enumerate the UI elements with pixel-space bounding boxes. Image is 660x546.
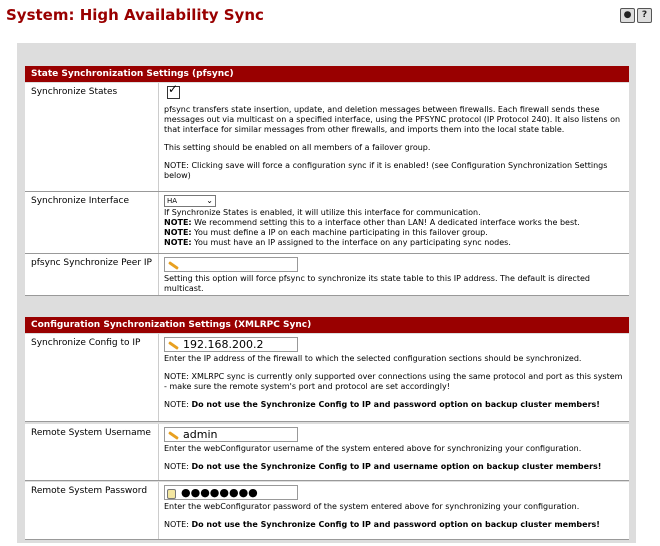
note-text: We recommend setting this to a interface other than LAN! A dedicated interface works the best. xyxy=(191,218,580,227)
row-divider xyxy=(158,192,159,253)
row-divider xyxy=(158,334,159,421)
help-icon[interactable]: ? xyxy=(637,8,652,23)
remote-username-input[interactable] xyxy=(164,427,298,442)
sync-config-ip-note xyxy=(164,400,623,410)
note-label: NOTE: xyxy=(164,238,192,247)
synchronize-states-desc3: NOTE: Clicking save will force a configuration sync if it is enabled! (see Configuration Synchronization Settings below) xyxy=(164,161,608,180)
row-sync-config-ip xyxy=(25,334,629,422)
synchronize-states-content xyxy=(164,86,623,181)
note-bold: Do not use the Synchronize Config to IP and password option on backup cluster members! xyxy=(191,520,600,529)
top-icons xyxy=(620,8,652,23)
note-prefix: NOTE: xyxy=(164,462,192,471)
peer-ip-input[interactable] xyxy=(164,257,298,272)
note-bold: Do not use the Synchronize Config to IP and username option on backup cluster members! xyxy=(191,462,602,471)
remote-username-value: admin xyxy=(183,427,218,441)
row-remote-username xyxy=(25,424,629,481)
row-divider xyxy=(158,482,159,539)
pencil-icon xyxy=(167,429,179,441)
synchronize-states-desc2: This setting should be enabled on all members of a failover group. xyxy=(164,143,431,152)
section-header-xmlrpc: Configuration Synchronization Settings (XMLRPC Sync) xyxy=(25,317,629,333)
synchronize-interface-content xyxy=(164,195,623,248)
row-divider xyxy=(158,254,159,295)
note-text: You must define a IP on each machine participating in this failover group. xyxy=(191,228,488,237)
synchronize-interface-line1: If Synchronize States is enabled, it will utilize this interface for communication. xyxy=(164,208,481,217)
synchronize-interface-label: Synchronize Interface xyxy=(31,196,130,206)
remote-password-desc: Enter the webConfigurator password of the system entered above for synchronizing your configuration. xyxy=(164,502,580,511)
row-remote-password xyxy=(25,482,629,540)
note-text: You must have an IP assigned to the interface on any participating sync nodes. xyxy=(191,238,511,247)
sync-config-ip-desc2: NOTE: XMLRPC sync is currently only supported over connections using the same protocol and port as this system - make sure the remote system's port and protocol are set accordingly! xyxy=(164,372,623,391)
note-label: NOTE: xyxy=(164,218,192,227)
remote-username-note xyxy=(164,462,623,472)
peer-ip-content xyxy=(164,257,623,294)
row-synchronize-interface xyxy=(25,192,629,254)
sync-config-ip-desc1: Enter the IP address of the firewall to which the selected configuration sections should be synchronized. xyxy=(164,354,582,363)
peer-ip-desc: Setting this option will force pfsync to synchronize its state table to this IP address. The default is directed multicast. xyxy=(164,274,590,293)
synchronize-states-desc1: pfsync transfers state insertion, update, and deletion messages between firewalls. Each firewall sends these messages out via multicast on a specified interface, using the PFSYNC protocol (IP Protocol 240). It also listens on that interface for similar messages from other firewalls, and imports them into the local state table. xyxy=(164,105,621,134)
synchronize-interface-note3 xyxy=(164,238,623,248)
synchronize-interface-note1 xyxy=(164,218,623,228)
remote-password-label: Remote System Password xyxy=(31,486,148,496)
peer-ip-label: pfsync Synchronize Peer IP xyxy=(31,258,152,268)
sync-config-ip-value: 192.168.200.2 xyxy=(183,337,264,351)
status-icon[interactable]: ● xyxy=(620,8,635,23)
note-bold: Do not use the Synchronize Config to IP and password option on backup cluster members! xyxy=(191,400,600,409)
row-divider xyxy=(158,83,159,191)
chevron-down-icon: ⌄ xyxy=(206,196,213,205)
synchronize-states-label: Synchronize States xyxy=(31,87,118,97)
remote-password-value: ●●●●●●●● xyxy=(181,485,258,499)
section-header-pfsync: State Synchronization Settings (pfsync) xyxy=(25,66,629,82)
synchronize-states-checkbox[interactable] xyxy=(167,86,180,99)
row-divider xyxy=(158,424,159,480)
sync-config-ip-content xyxy=(164,337,623,410)
sync-config-ip-label: Synchronize Config to IP xyxy=(31,338,141,348)
page-title: System: High Availability Sync xyxy=(6,6,264,24)
note-label: NOTE: xyxy=(164,228,192,237)
synchronize-interface-note2 xyxy=(164,228,623,238)
pencil-icon xyxy=(167,259,179,271)
remote-password-content xyxy=(164,485,623,530)
note-prefix: NOTE: xyxy=(164,520,192,529)
remote-username-label: Remote System Username xyxy=(31,428,151,438)
remote-username-desc: Enter the webConfigurator username of the system entered above for synchronizing your configuration. xyxy=(164,444,582,453)
pencil-icon xyxy=(167,339,179,351)
sync-config-ip-input[interactable] xyxy=(164,337,298,352)
synchronize-interface-selected: HA xyxy=(167,197,178,205)
row-peer-ip xyxy=(25,254,629,296)
settings-panel xyxy=(17,43,636,543)
remote-password-note xyxy=(164,520,623,530)
remote-username-content xyxy=(164,427,623,472)
remote-password-input[interactable] xyxy=(164,485,298,500)
row-synchronize-states xyxy=(25,83,629,192)
lock-icon xyxy=(167,489,176,499)
note-prefix: NOTE: xyxy=(164,400,192,409)
synchronize-interface-select[interactable] xyxy=(164,195,216,207)
